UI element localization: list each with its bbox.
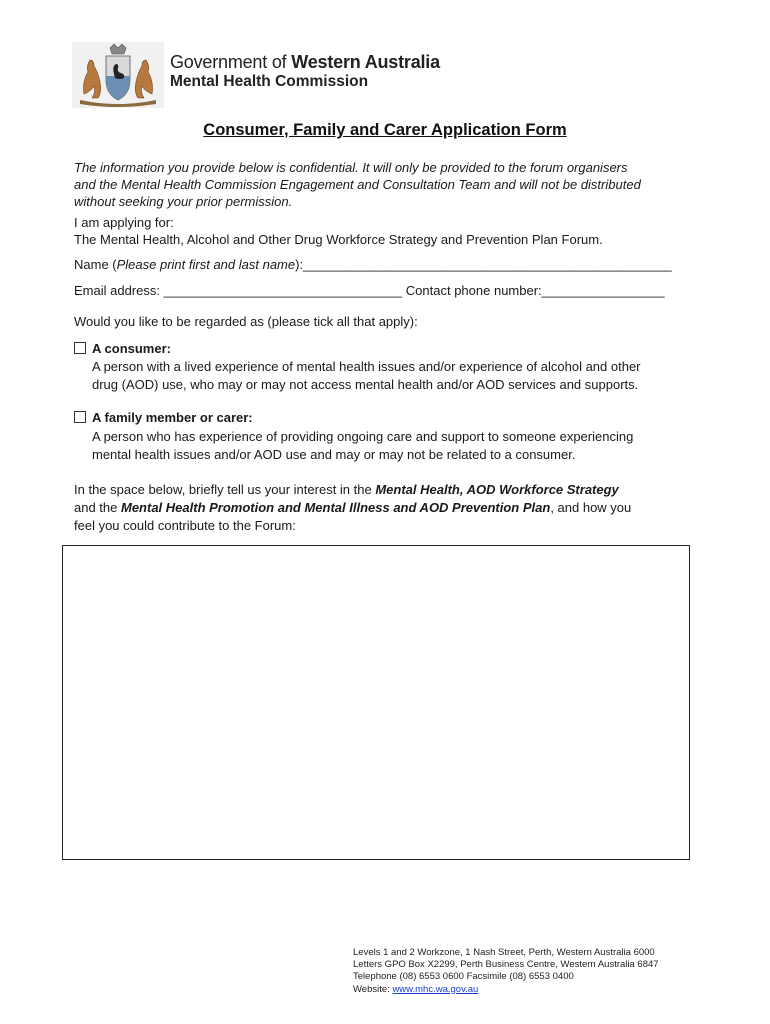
form-title: Consumer, Family and Carer Application Form	[203, 121, 567, 139]
consumer-label: A consumer:	[92, 341, 171, 356]
consumer-checkbox[interactable]	[74, 342, 86, 354]
footer-website: Website: www.mhc.wa.gov.au	[353, 983, 479, 995]
footer-contact	[353, 947, 659, 996]
government-title: Government of Western Australia	[170, 52, 440, 72]
family-carer-label: A family member or carer:	[92, 410, 253, 425]
website-link[interactable]: www.mhc.wa.gov.au	[392, 983, 479, 995]
family-carer-description: A person who has experience of providing ongoing care and support to someone experiencing mental health issues and/or AOD use and may or may not be related to a consumer.	[92, 429, 634, 462]
consumer-description: A person with a lived experience of mental health issues and/or experience of alcohol and other drug (AOD) use, who may or may not access mental health and/or AOD services and supports.	[92, 359, 641, 392]
regard-question: Would you like to be regarded as (please tick all that apply):	[74, 314, 418, 329]
footer-postal: Letters GPO Box X2299, Perth Business Centre, Western Australia 6847	[353, 959, 659, 971]
name-field[interactable]: Name (Please print first and last name):___________________________________________________	[74, 257, 672, 272]
footer-phone: Telephone (08) 6553 0600 Facsimile (08) 6553 0400	[353, 971, 574, 983]
confidentiality-notice: The information you provide below is confidential. It will only be provided to the forum organisers and the Mental Health Commission Engagement and Consultation Team and will not be distributed without seeking your prior permission.	[74, 160, 641, 209]
applying-for-label: I am applying for:	[74, 215, 174, 230]
forum-name: The Mental Health, Alcohol and Other Drug Workforce Strategy and Prevention Plan Forum.	[74, 232, 603, 247]
consumer-option[interactable]	[74, 340, 171, 357]
interest-prompt: In the space below, briefly tell us your interest in the Mental Health, AOD Workforce Strategy and the Mental Health Promotion and Mental Illness and AOD Prevention Plan, and how you feel you could contribute to the Forum:	[74, 482, 632, 533]
family-carer-checkbox[interactable]	[74, 411, 86, 423]
footer-address: Levels 1 and 2 Workzone, 1 Nash Street, Perth, Western Australia 6000	[353, 947, 655, 958]
interest-response-box[interactable]	[62, 545, 690, 860]
wa-coat-of-arms-logo	[72, 42, 164, 108]
commission-name: Mental Health Commission	[170, 73, 369, 90]
email-phone-field[interactable]: Email address: _________________________________ Contact phone number:_________________	[74, 283, 665, 298]
family-carer-option[interactable]	[74, 409, 253, 426]
header	[72, 42, 464, 108]
